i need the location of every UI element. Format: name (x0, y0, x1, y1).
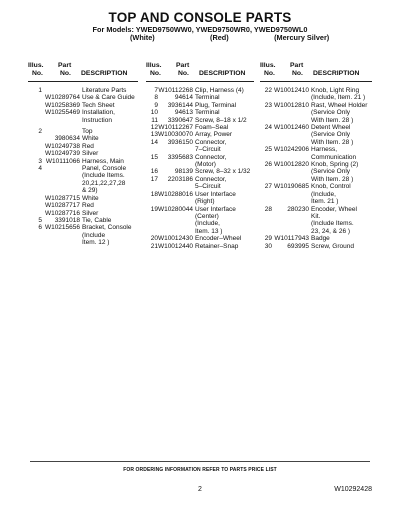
description-line: Silver (82, 209, 99, 217)
part-description (82, 224, 138, 246)
part-description (195, 94, 256, 101)
description-line: (Right) (195, 198, 215, 206)
part-row (256, 87, 372, 102)
description-line: With Item. 28 ) (311, 138, 354, 146)
part-description (82, 109, 138, 124)
part-row (142, 206, 256, 236)
description-line: 7–Circuit (195, 146, 221, 154)
part-number: W10012440 (157, 242, 193, 250)
description-line: Connector, (195, 138, 227, 146)
description-line: Item. 12 ) (82, 239, 110, 247)
description-line: (Include (82, 231, 106, 239)
part-row (256, 206, 372, 236)
part-description (82, 87, 138, 94)
part-number: W10287715 (44, 194, 80, 202)
part-description (82, 94, 138, 101)
description-line: With Item. 28 ) (311, 175, 354, 183)
part-description (82, 143, 138, 150)
description-line: (Motor) (195, 161, 216, 169)
illus-number: 25 (264, 146, 272, 154)
part-row (26, 87, 138, 94)
part-row (26, 195, 138, 202)
ordering-info: FOR ORDERING INFORMATION REFER TO PARTS PRICE LIST (123, 467, 277, 473)
part-description (195, 124, 256, 131)
part-description (195, 109, 256, 116)
part-row (26, 158, 138, 165)
part-number: W10117943 (274, 235, 309, 243)
description-line: 20,21,22,27,28 (82, 179, 126, 187)
model-list (0, 26, 400, 43)
description-line: Kit. (311, 212, 321, 220)
part-row (142, 87, 256, 94)
part-number: W10012820 (273, 161, 309, 169)
description-line: (Service Only (311, 109, 351, 117)
part-number: W10255469 (44, 109, 80, 117)
illus-number: 11 (151, 116, 158, 124)
part-number: W10258369 (44, 101, 80, 109)
description-line: Communication (311, 153, 357, 161)
illus-number: 7 (154, 87, 158, 94)
illus-number: 26 (264, 161, 272, 169)
illus-number: 22 (264, 87, 272, 94)
description-line: Foam–Seal (195, 124, 229, 132)
illus-number: 13 (150, 131, 158, 139)
part-description (82, 195, 138, 202)
part-row (256, 183, 372, 205)
part-row (142, 117, 256, 124)
part-description (311, 102, 372, 124)
header-illus-no: No. (150, 70, 161, 77)
description-line: (Include, (195, 220, 220, 228)
illus-number: 16 (150, 168, 158, 176)
description-line: (Include Items. (82, 172, 125, 180)
part-description (82, 165, 138, 195)
part-number: 3391018 (54, 216, 80, 224)
part-description (195, 154, 256, 169)
part-number: 94613 (174, 109, 193, 117)
description-line: Harness, Main (82, 157, 124, 165)
illus-number: 2 (38, 128, 42, 136)
part-description (195, 87, 256, 94)
part-row (26, 94, 138, 101)
part-number: W10111066 (45, 157, 80, 165)
illus-number: 4 (38, 165, 42, 173)
description-line: Screw, 8–32 x 1/32 (195, 168, 251, 176)
part-description (195, 117, 256, 124)
part-row (26, 165, 138, 195)
description-line: Screw, Ground (311, 242, 354, 250)
part-number: W10280044 (157, 205, 193, 213)
part-row (142, 139, 256, 154)
part-row (256, 146, 372, 161)
part-number: 3936144 (167, 101, 193, 109)
description-line: (Include, Item. 21 ) (311, 94, 366, 102)
description-line: Instruction (82, 116, 112, 124)
part-number: W10112268 (158, 87, 193, 94)
part-number: W10030070 (157, 131, 193, 139)
header-illus-no: No. (264, 70, 275, 77)
description-line: Screw, 8–18 x 1/2 (195, 116, 247, 124)
part-number: W10112267 (158, 124, 193, 132)
description-line: White (82, 194, 99, 202)
description-line: With Item. 28 ) (311, 116, 354, 124)
illus-number: 27 (264, 183, 272, 191)
part-description (195, 131, 256, 138)
part-row (142, 94, 256, 101)
color-variants (70, 34, 330, 42)
part-number: 3395683 (167, 153, 193, 161)
part-row (26, 217, 138, 224)
illus-number: 29 (264, 235, 272, 243)
part-description (82, 217, 138, 224)
part-row (142, 154, 256, 169)
part-number: W10249739 (44, 150, 80, 158)
part-number: W10287717 (44, 202, 80, 210)
part-description (195, 235, 256, 242)
description-line: Item. 13 ) (195, 227, 223, 235)
header-description: DESCRIPTION (313, 70, 360, 77)
part-number: 2203186 (167, 175, 193, 183)
header-description: DESCRIPTION (199, 70, 246, 77)
illus-number: 10 (150, 109, 158, 117)
part-number: W10012430 (157, 235, 193, 243)
description-line: Tech Sheet (82, 101, 115, 109)
description-line: & 29) (82, 187, 98, 195)
part-number: W10249738 (44, 142, 80, 150)
part-row (256, 243, 372, 250)
description-line: (Include, (311, 190, 336, 198)
description-line: Array, Power (195, 131, 233, 139)
illus-number: 1 (38, 87, 42, 94)
part-description (195, 191, 256, 206)
part-row (26, 102, 138, 109)
part-description (311, 87, 372, 102)
part-description (311, 161, 372, 183)
description-line: Plug, Terminal (195, 101, 237, 109)
part-number: W10012410 (273, 87, 309, 94)
header-illus: Illus. (28, 62, 44, 69)
part-description (311, 243, 372, 250)
part-row (142, 191, 256, 206)
illus-number: 9 (154, 101, 158, 109)
part-row (26, 143, 138, 150)
part-row (26, 224, 138, 246)
description-line: Knob, Control (311, 183, 351, 191)
part-number: 3980634 (54, 135, 80, 143)
part-description (195, 102, 256, 109)
part-number: W10012810 (273, 101, 309, 109)
part-row (256, 235, 372, 242)
part-description (311, 206, 372, 236)
part-description (195, 176, 256, 191)
part-number: W10190685 (273, 183, 309, 191)
part-row (142, 109, 256, 116)
description-line: (Center) (195, 212, 219, 220)
description-line: Panel, Console (82, 165, 127, 173)
footer-rule (30, 461, 370, 462)
description-line: Encoder–Wheel (195, 235, 242, 243)
header-illus: Illus. (260, 62, 276, 69)
illus-number: 12 (150, 124, 158, 132)
description-line: Knob, Light Ring (311, 87, 360, 94)
illus-number: 6 (38, 224, 42, 232)
description-line: Use & Care Guide (82, 94, 135, 102)
illus-number: 15 (150, 153, 158, 161)
illus-number: 20 (150, 235, 158, 243)
description-line: Retainer–Snap (195, 242, 239, 250)
description-line: (Include Items. (311, 220, 354, 228)
header-part: Part (58, 62, 72, 69)
part-description (195, 139, 256, 154)
part-number: W10215656 (44, 224, 80, 232)
part-row (142, 131, 256, 138)
part-row (26, 210, 138, 217)
part-description (311, 124, 372, 146)
description-line: Connector, (195, 153, 227, 161)
description-line: Knob, Spring (2) (311, 161, 359, 169)
illus-number: 8 (154, 94, 158, 102)
illus-number: 14 (150, 138, 158, 146)
part-description (82, 150, 138, 157)
part-row (26, 150, 138, 157)
part-row (26, 135, 138, 142)
part-description (82, 135, 138, 142)
header-part-no: No. (292, 70, 303, 77)
illus-number: 23 (264, 101, 272, 109)
part-number: 94614 (174, 94, 193, 102)
description-line: Bracket, Console (82, 224, 132, 232)
part-number: W10289764 (44, 94, 80, 102)
parts-column-2 (142, 87, 256, 250)
description-line: Clip, Harness (4) (195, 87, 244, 94)
header-part-no: No. (60, 70, 71, 77)
illus-number: 18 (150, 190, 158, 198)
parts-column-1 (26, 87, 138, 247)
part-row (142, 168, 256, 175)
part-description (82, 210, 138, 217)
header-part-no: No. (178, 70, 189, 77)
part-description (82, 202, 138, 209)
variant-red: (Red) (210, 33, 229, 43)
part-number: 693995 (287, 242, 309, 250)
illus-number: 21 (150, 242, 158, 250)
part-row (142, 124, 256, 131)
description-line: 23, 24, & 26 ) (311, 227, 351, 235)
description-line: User Interface (195, 190, 236, 198)
document-number: W10292428 (334, 486, 372, 493)
part-row (142, 176, 256, 191)
description-line: User Interface (195, 205, 236, 213)
description-line: Badge (311, 235, 330, 243)
illus-number: 30 (264, 242, 272, 250)
header-rule-1 (28, 81, 138, 82)
part-row (256, 102, 372, 124)
description-line: Detent Wheel (311, 124, 351, 132)
description-line: (Service Only (311, 131, 351, 139)
part-number: 3390647 (167, 116, 193, 124)
header-illus: Illus. (146, 62, 162, 69)
part-number: W10288016 (157, 190, 193, 198)
part-description (195, 206, 256, 236)
part-row (142, 235, 256, 242)
part-number: 98139 (174, 168, 193, 176)
description-line: Rast, Wheel Holder (311, 101, 368, 109)
illus-number: 3 (38, 157, 42, 165)
part-description (311, 183, 372, 205)
description-line: Top (82, 128, 93, 136)
part-description (82, 128, 138, 135)
description-line: Harness, (311, 146, 338, 154)
description-line: Installation, (82, 109, 115, 117)
description-line: Red (82, 202, 94, 210)
part-row (256, 124, 372, 146)
variant-silver: (Mercury Silver) (274, 33, 330, 43)
models-line: For Models: YWED9750WW0, YWED9750WR0, YWED9750WL0 (92, 25, 308, 34)
part-number: W10242906 (273, 146, 309, 154)
part-description (311, 146, 372, 161)
description-line: White (82, 135, 99, 143)
description-line: Tie, Cable (82, 216, 112, 224)
part-number: 280230 (287, 205, 309, 213)
description-line: Silver (82, 150, 99, 158)
illus-number: 24 (264, 124, 272, 132)
part-row (26, 128, 138, 135)
header-rule-3 (260, 81, 372, 82)
part-row (26, 109, 138, 124)
header-part: Part (176, 62, 190, 69)
part-number: W10012460 (273, 124, 309, 132)
part-description (82, 102, 138, 109)
variant-white: (White) (130, 33, 155, 43)
part-description (82, 158, 138, 165)
part-row (256, 161, 372, 183)
part-description (195, 168, 256, 175)
part-row (142, 102, 256, 109)
illus-number: 17 (150, 175, 158, 183)
parts-column-3 (256, 87, 372, 250)
part-description (195, 243, 256, 250)
description-line: Item. 21 ) (311, 198, 339, 206)
illus-number: 5 (38, 216, 42, 224)
description-line: Connector, (195, 175, 227, 183)
part-description (311, 235, 372, 242)
page-number: 2 (198, 486, 202, 493)
illus-number: 19 (150, 205, 158, 213)
header-part: Part (290, 62, 304, 69)
description-line: Red (82, 142, 94, 150)
page-title: TOP AND CONSOLE PARTS (108, 10, 292, 25)
description-line: Terminal (195, 94, 220, 102)
header-rule-2 (146, 81, 254, 82)
header-description: DESCRIPTION (81, 70, 128, 77)
illus-number: 28 (264, 205, 272, 213)
part-number: W10287716 (44, 209, 80, 217)
description-line: Encoder, Wheel (311, 205, 357, 213)
part-number: 3936150 (167, 138, 193, 146)
description-line: Literature Parts (82, 87, 127, 94)
part-row (142, 243, 256, 250)
description-line: (Service Only (311, 168, 351, 176)
header-illus-no: No. (32, 70, 43, 77)
description-line: 5–Circuit (195, 183, 221, 191)
part-row (26, 202, 138, 209)
description-line: Terminal (195, 109, 220, 117)
